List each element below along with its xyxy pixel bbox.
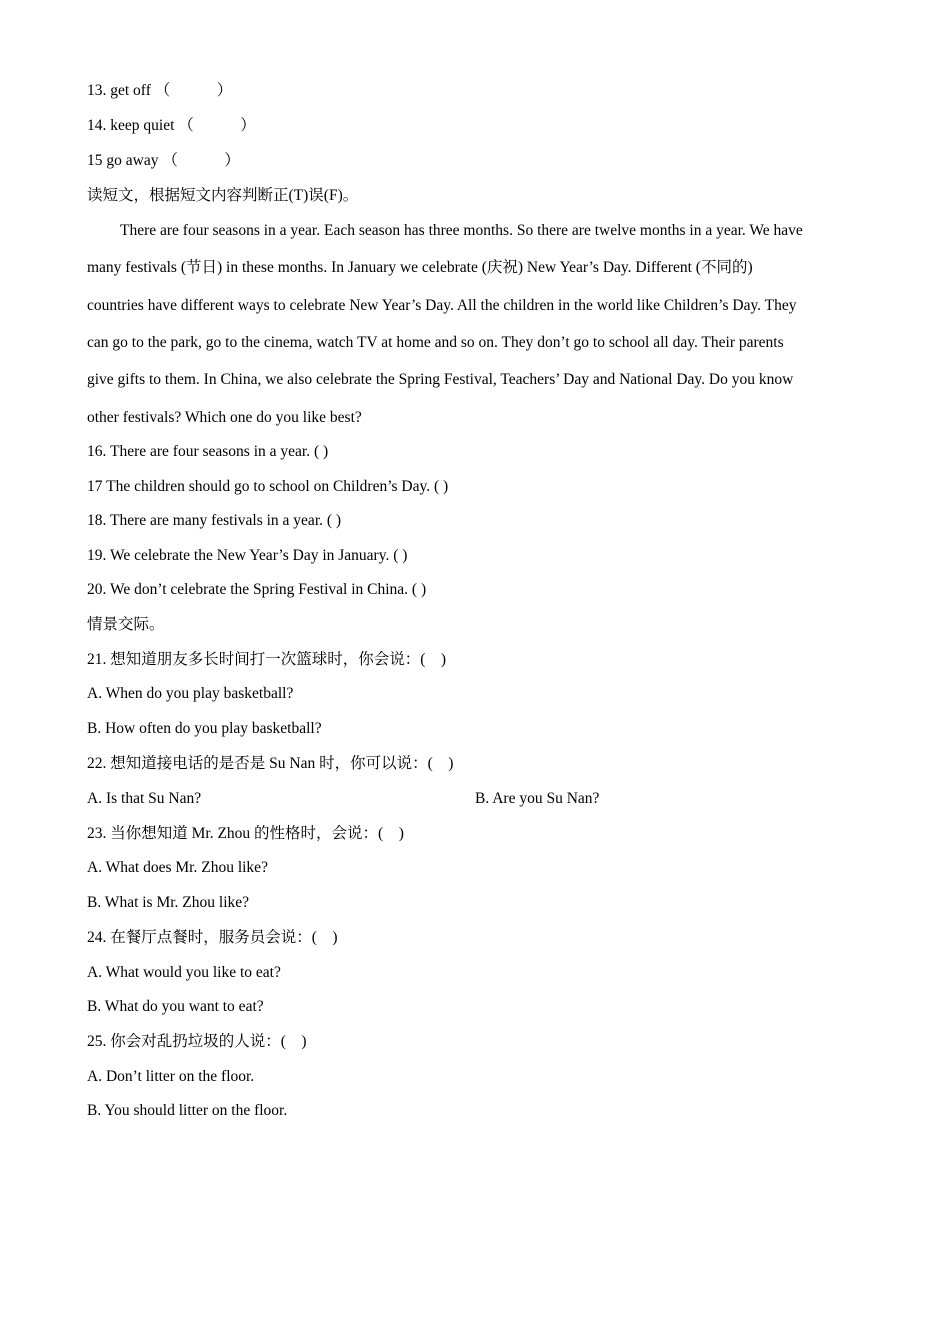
question-17: 17 The children should go to school on Children’s Day. ( ) xyxy=(87,478,449,495)
option-25-b: B. You should litter on the floor. xyxy=(87,1102,288,1119)
passage-line-1: There are four seasons in a year. Each season has three months. So there are twelve months in a year. We have xyxy=(120,222,803,239)
passage-line-3: countries have different ways to celebrate New Year’s Day. All the children in the world like Children’s Day. They xyxy=(87,297,797,314)
option-25-a: A. Don’t litter on the floor. xyxy=(87,1068,255,1085)
question-20: 20. We don’t celebrate the Spring Festival in China. ( ) xyxy=(87,581,427,598)
option-21-a: A. When do you play basketball? xyxy=(87,685,294,702)
question-18: 18. There are many festivals in a year. ( ) xyxy=(87,512,342,529)
passage-line-4: can go to the park, go to the cinema, watch TV at home and so on. They don’t go to school all day. Their parents xyxy=(87,334,784,351)
situational-instruction: 情景交际。 xyxy=(87,616,165,633)
option-21-b: B. How often do you play basketball? xyxy=(87,720,322,737)
question-19: 19. We celebrate the New Year’s Day in January. ( ) xyxy=(87,547,408,564)
option-23-a: A. What does Mr. Zhou like? xyxy=(87,859,268,876)
option-24-b: B. What do you want to eat? xyxy=(87,998,264,1015)
question-21: 21. 想知道朋友多长时间打一次篮球时，你会说：( ) xyxy=(87,651,447,668)
passage-line-5: give gifts to them. In China, we also celebrate the Spring Festival, Teachers’ Day and National Day. Do you know xyxy=(87,371,794,388)
question-25: 25. 你会对乱扔垃圾的人说：( ) xyxy=(87,1033,307,1050)
passage-line-2: many festivals (节日) in these months. In January we celebrate (庆祝) New Year’s Day. Different (不同的) xyxy=(87,259,753,276)
option-24-a: A. What would you like to eat? xyxy=(87,964,281,981)
item-13: 13. get off （ ） xyxy=(87,82,233,99)
question-23: 23. 当你想知道 Mr. Zhou 的性格时，会说：( ) xyxy=(87,825,404,842)
item-15: 15 go away （ ） xyxy=(87,152,240,169)
question-24: 24. 在餐厅点餐时，服务员会说：( ) xyxy=(87,929,338,946)
question-16: 16. There are four seasons in a year. ( ) xyxy=(87,443,329,460)
option-22-b: B. Are you Su Nan? xyxy=(475,790,600,807)
item-14: 14. keep quiet （ ） xyxy=(87,117,256,134)
option-23-b: B. What is Mr. Zhou like? xyxy=(87,894,250,911)
option-22-a: A. Is that Su Nan? xyxy=(87,790,202,807)
passage-line-6: other festivals? Which one do you like best? xyxy=(87,409,362,426)
question-22: 22. 想知道接电话的是否是 Su Nan 时，你可以说：( ) xyxy=(87,755,454,772)
reading-instruction: 读短文，根据短文内容判断正(T)误(F)。 xyxy=(87,187,359,204)
